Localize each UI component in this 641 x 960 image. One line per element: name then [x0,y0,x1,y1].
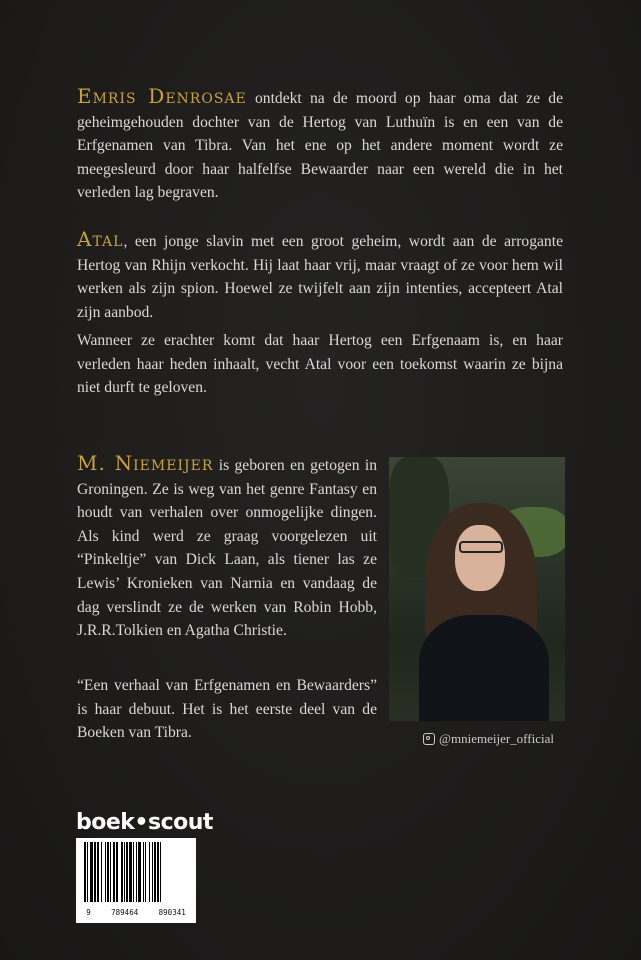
synopsis-paragraph-3: Wanneer ze erachter komt dat haar Hertog een Erfgenaam is, en haar verleden haar heden inhaalt, vecht Atal voor een toekomst waarin ze bijna niet durft te geloven. [77,332,563,397]
barcode-bar [161,842,163,902]
character-name-emris: Emris Denrosae [77,84,247,108]
isbn-barcode [76,838,196,923]
character-name-atal: Atal [77,227,124,251]
synopsis-paragraph-2 [77,228,563,324]
instagram-icon [423,733,435,745]
synopsis-paragraph-1 [77,85,563,205]
author-portrait [389,457,565,721]
instagram-handle-text: @mniemeijer_official [439,731,554,746]
barcode-digit-group-1: 9 [86,908,91,917]
author-bio-text: is geboren en getogen in Groningen. Ze is weg van het genre Fantasy en houdt van verhalen over onmogelijke dingen. Als kind werd ze graag voorgelezen uit “Pinkeltje” van Dick Laan, als tiener las ze Lewis’ Kronieken van Narnia en vandaag de dag verslindt ze de werken van Robin Hobb, J.R.R.Tolkien en Agatha Christie. [77,457,378,640]
barcode-bars [84,842,188,902]
barcode-digits [76,908,196,917]
barcode-digit-group-3: 890341 [158,908,186,917]
publisher-logo: boek•scout [76,810,213,835]
author-bio-paragraph [77,452,377,643]
debut-paragraph: “Een verhaal van Erfgenamen en Bewaarders” is haar debuut. Het is het eerste deel van de Boeken van Tibra. [77,677,377,742]
author-name: M. Niemeijer [77,451,214,475]
instagram-handle [423,731,554,747]
synopsis-text-2: , een jonge slavin met een groot geheim, wordt aan de arrogante Hertog van Rhijn verkocht. Hij laat haar vrij, maar vraagt of ze voor hem wil werken als zijn spion. Hoewel ze twijfelt aan zijn intenties, accepteert Atal zijn aanbod. [77,233,563,321]
barcode-digit-group-2: 789464 [111,908,139,917]
synopsis-text-1: ontdekt na de moord op haar oma dat ze de geheimgehouden dochter van de Hertog van Luthuïn is en een van de Erfgenamen van Tibra. Van het ene op het andere moment wordt ze meegesleurd door haar halfelfse Bewaarder naar een wereld die in het verleden lag begraven. [77,90,563,202]
